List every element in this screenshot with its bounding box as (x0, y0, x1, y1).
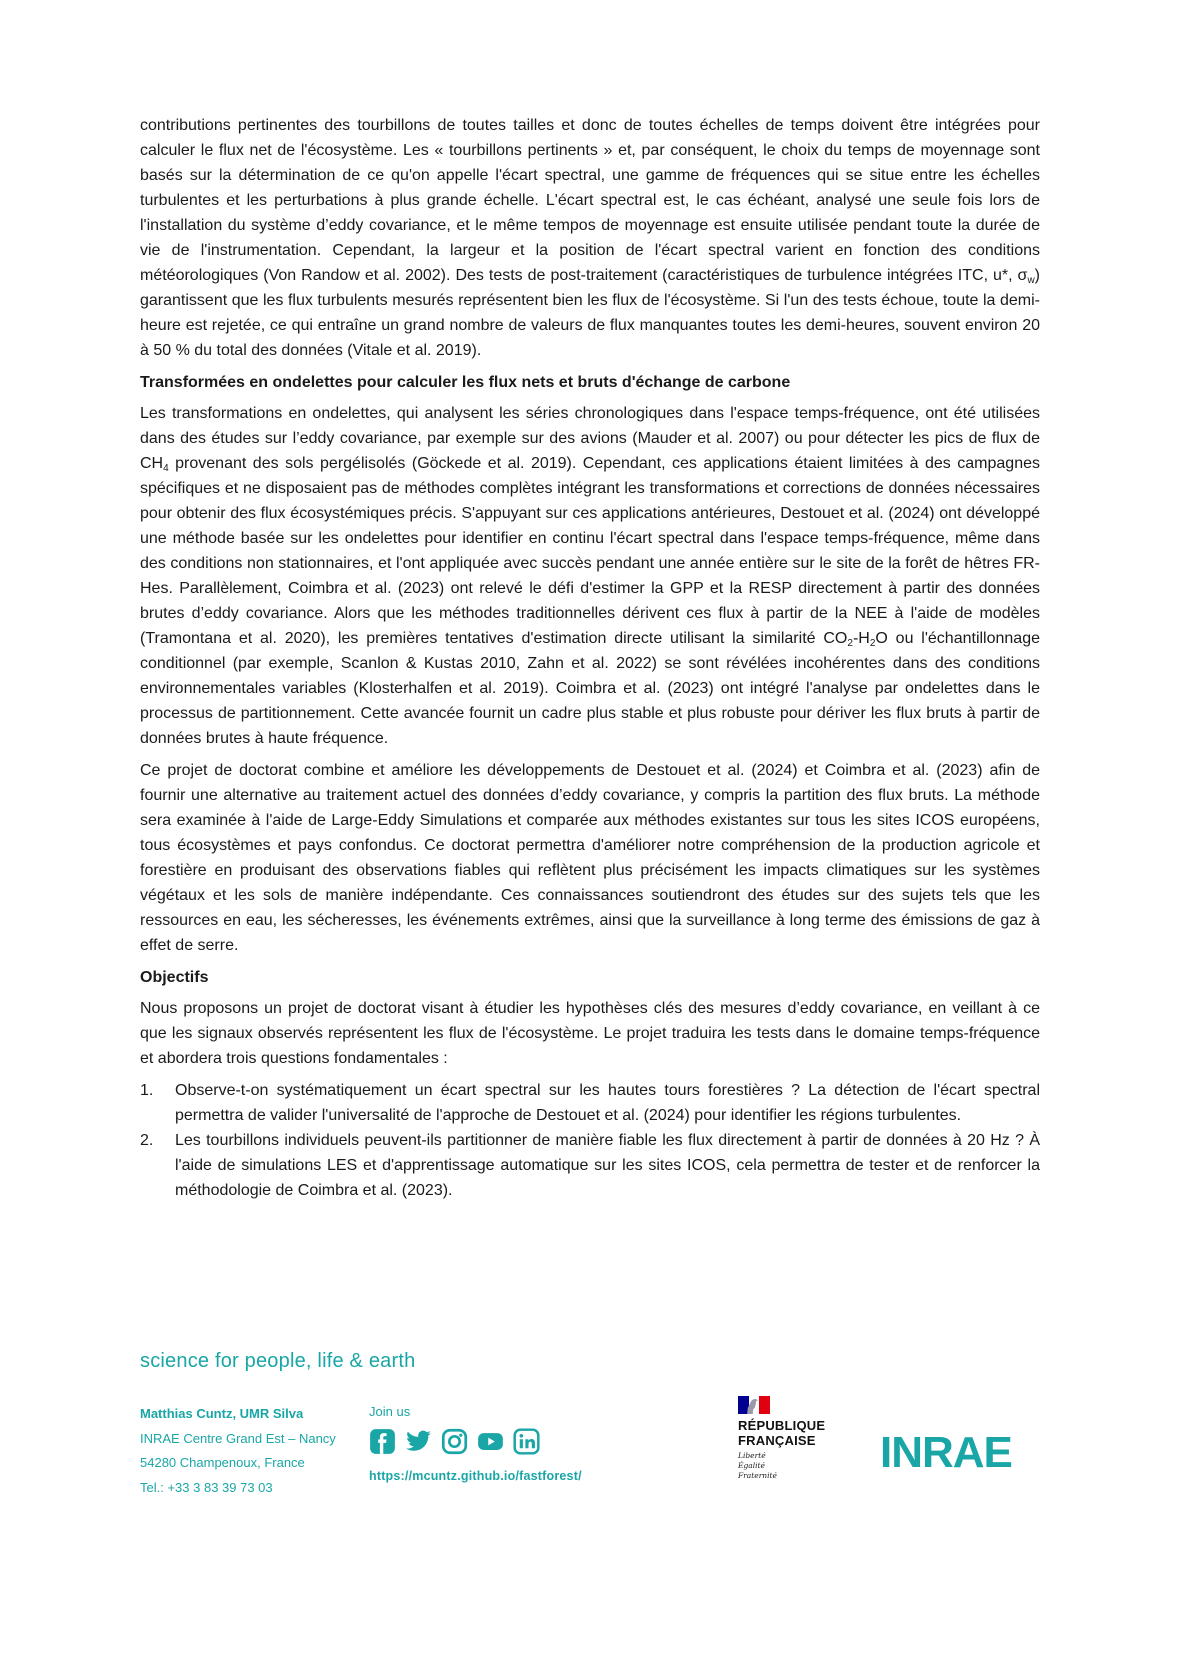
project-url-link[interactable]: https://mcuntz.github.io/fastforest/ (369, 1469, 582, 1483)
motto-egalite: Égalité (738, 1461, 765, 1470)
footer-tagline: science for people, life & earth (140, 1350, 416, 1372)
list-text: Les tourbillons individuels peuvent-ils partitionner de manière fiable les flux directement à partir de données à 20 Hz ? À l'aide de simulations LES et d'apprentissage automatique sur les sites ICOS, cela permettra de tester et de renforcer la méthodologie de Coimbra et al. (2023). (175, 1132, 1040, 1199)
paragraph-4: Nous proposons un projet de doctorat visant à étudier les hypothèses clés des mesures d’eddy covariance, en veillant à ce que les signaux observés représentent les flux de l'écosystème. Le projet traduira les tests dans le domaine temps-fréquence et abordera trois questions fondamentales : (140, 1000, 1040, 1067)
paragraph-3: Ce projet de doctorat combine et améliore les développements de Destouet et al. (2024) et Coimbra et al. (2023) afin de fournir une alternative au traitement actuel des données d’eddy covariance, y compris la partition des flux bruts. La méthode sera examinée à l'aide de Large-Eddy Simulations et comparée aux méthodes existantes sur tous les sites ICOS européens, tous écosystèmes et pays confondus. Ce doctorat permettra d'améliorer notre compréhension de la production agricole et forestière en produisant des observations fiables qui reflètent plus précisément les impacts climatiques sur les systèmes végétaux et les sols de manière indépendante. Ces connaissances soutiendront des études sur des sujets tels que les ressources en eau, les sécheresses, les événements extrêmes, ainsi que la surveillance à long terme des émissions de gaz à effet de serre. (140, 762, 1040, 954)
social-icons (369, 1428, 540, 1455)
list-item (140, 1128, 1040, 1203)
inrae-logo: INRAE (880, 1428, 1012, 1477)
republique-motto (738, 1451, 848, 1481)
join-us-label: Join us (369, 1404, 411, 1419)
list-item (140, 1078, 1040, 1128)
numbered-list (140, 1078, 1040, 1203)
list-text: Observe-t-on systématiquement un écart spectral sur les hautes tours forestières ? La détection de l'écart spectral permettra de valider l'universalité de l'approche de Destouet et al. (2024) pour identifier les régions turbulentes. (175, 1082, 1040, 1124)
marianne-flag-icon (738, 1396, 770, 1414)
facebook-icon[interactable] (369, 1428, 396, 1455)
linkedin-icon[interactable] (513, 1428, 540, 1455)
document-body (140, 113, 1040, 1203)
paragraph-1 (140, 113, 1040, 363)
republique-francaise-logo (738, 1396, 848, 1481)
subscript: 2 (847, 638, 853, 649)
twitter-icon[interactable] (405, 1428, 432, 1455)
contact-phone: Tel.: +33 3 83 39 73 03 (140, 1479, 273, 1495)
subscript: 4 (163, 463, 169, 474)
subscript: 2 (869, 638, 876, 649)
subscript: w (1027, 275, 1035, 286)
paragraph-text: O ou l'échantillonnage conditionnel (par exemple, Scanlon & Kustas 2010, Zahn et al. 2022) se sont révélées incohérentes dans des conditions environnementales variables (Klosterhalfen et al. 2019). Coimbra et al. (2023) ont intégré l'analyse par ondelettes dans le processus de partitionnement. Cette avancée fournit un cadre plus stable et plus robuste pour dériver les flux bruts à partir de données brutes à haute fréquence. (140, 630, 1040, 747)
list-number: 2. (140, 1132, 154, 1149)
paragraph-text: -H (852, 630, 870, 647)
contact-address-1: INRAE Centre Grand Est – Nancy (140, 1430, 336, 1446)
paragraph-text: Les transformations en ondelettes, qui analysent les séries chronologiques dans l'espace temps-fréquence, ont été utilisées dans des études sur l’eddy covariance, par exemple sur des avions (Mauder et al. 2007) ou pour détecter les pics de flux de CH (140, 405, 1040, 472)
contact-block (140, 1402, 336, 1500)
motto-fraternite: Fraternité (738, 1471, 777, 1480)
instagram-icon[interactable] (441, 1428, 468, 1455)
youtube-icon[interactable] (477, 1428, 504, 1455)
section-heading-objectives: Objectifs (140, 969, 209, 986)
contact-address-2: 54280 Champenoux, France (140, 1455, 305, 1470)
paragraph-2 (140, 401, 1040, 751)
paragraph-text: provenant des sols pergélisolés (Göckede et al. 2019). Cependant, ces applications étaient limitées à des campagnes spécifiques et ne disposaient pas de méthodes complètes intégrant les transformations et corrections de données nécessaires pour obtenir des flux écosystémiques précis. S'appuyant sur ces applications antérieures, Destouet et al. (2024) ont développé une méthode basée sur les ondelettes pour identifier en continu l'écart spectral dans l'espace temps-fréquence, même dans des conditions non stationnaires, et l'ont appliquée avec succès pendant une année entière sur le site de la forêt de hêtres FR-Hes. Parallèlement, Coimbra et al. (2023) ont relevé le défi d'estimer la GPP et la RESP directement à partir des données brutes d’eddy covariance. Alors que les méthodes traditionnelles dérivent ces flux à partir de la NEE à l'aide de modèles (Tramontana et al. 2020), les premières tentatives d'estimation directe utilisant la similarité CO (140, 455, 1040, 647)
section-heading-wavelets: Transformées en ondelettes pour calculer les flux nets et bruts d'échange de carbone (140, 374, 791, 391)
list-number: 1. (140, 1082, 154, 1099)
motto-liberte: Liberté (738, 1451, 766, 1460)
republique-line-2: FRANÇAISE (738, 1433, 816, 1448)
paragraph-text: contributions pertinentes des tourbillons de toutes tailles et donc de toutes échelles de temps doivent être intégrées pour calculer le flux net de l'écosystème. Les « tourbillons pertinents » et, par conséquent, le choix du temps de moyennage sont basés sur la détermination de ce qu'on appelle l'écart spectral, une gamme de fréquences qui se situe entre les échelles turbulentes et les perturbations à plus grande échelle. L'écart spectral est, le cas échéant, analysé une seule fois lors de l'installation du système d’eddy covariance, et le même tempos de moyennage est ensuite utilisée pendant toute la durée de vie de l'instrumentation. Cependant, la largeur et la position de l'écart spectral varient en fonction des conditions météorologiques (Von Randow et al. 2002). Des tests de post-traitement (caractéristiques de turbulence intégrées ITC, u*, σ (140, 117, 1040, 284)
paragraph-text: ) garantissent que les flux turbulents mesurés représentent bien les flux de l'écosystème. Si l'un des tests échoue, toute la demi-heure est rejetée, ce qui entraîne un grand nombre de valeurs de flux manquantes toutes les demi-heures, souvent environ 20 à 50 % du total des données (Vitale et al. 2019). (140, 267, 1040, 359)
contact-name: Matthias Cuntz, UMR Silva (140, 1406, 304, 1421)
republique-line-1: RÉPUBLIQUE (738, 1418, 826, 1433)
